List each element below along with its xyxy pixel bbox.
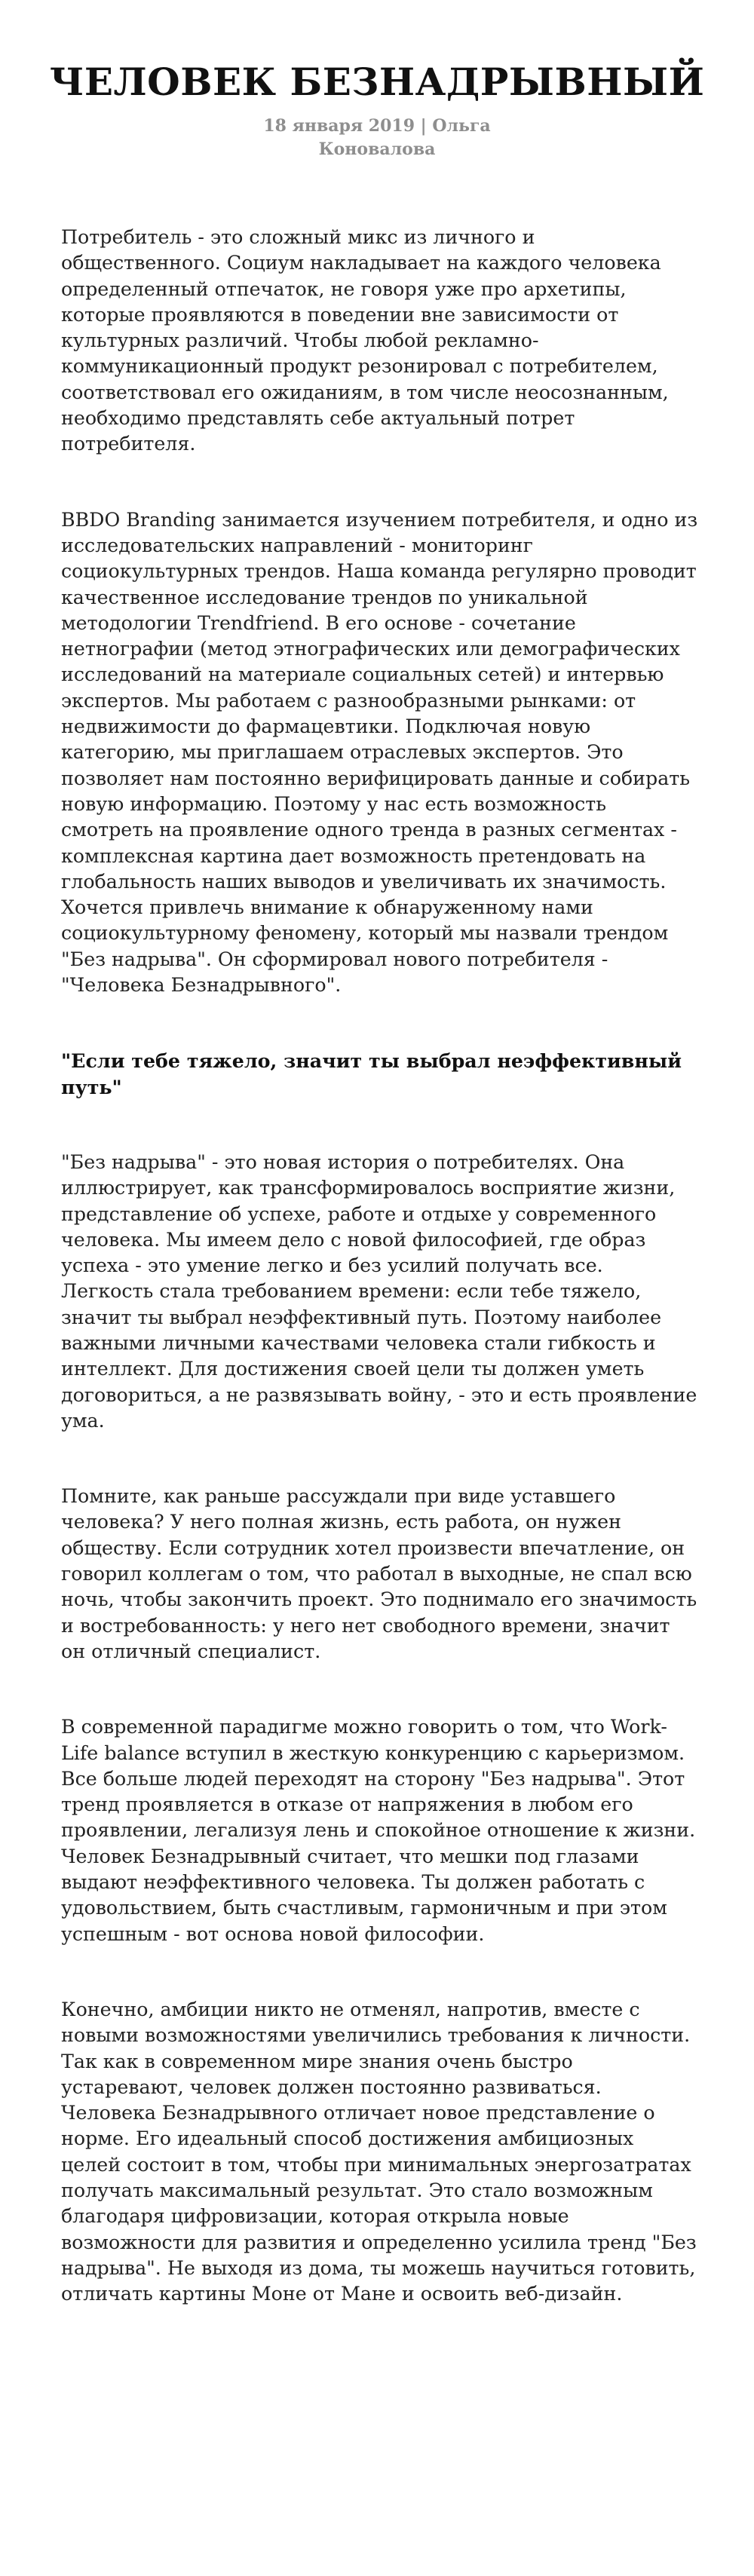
paragraph-work-life: В современной парадигме можно говорить о том, что Work-Life balance вступил в жесткую конкуренцию с карьеризмом. Все больше людей переходят на сторону "Без надрыва". Этот тренд проявляется в отказе от напряжения в любом его проявлении, легализуя лень и спокойное отношение к жизни. Человек Безнадрывный считает, что мешки под глазами выдают неэффективного человека. Ты должен работать с удовольствием, быть счастливым, гармоничным и при этом успешным - вот основа новой философии. <box>61 1716 696 1945</box>
pull-quote: "Если тебе тяжело, значит ты выбрал неэффективный путь" <box>61 1049 682 1098</box>
paragraph-remember: Помните, как раньше рассуждали при виде уставшего человека? У него полная жизнь, есть работа, он нужен обществу. Если сотрудник хотел произвести впечатление, он говорил коллегам о том, что работал в выходные, не спал всю ночь, чтобы закончить проект. Это поднимало его значимость и востребованность: у него нет свободного времени, значит он отличный специалист. <box>61 1485 697 1662</box>
article-meta: 18 января 2019 | Ольга Коновалова <box>263 116 491 159</box>
paragraph-new-story: "Без надрыва" - это новая история о потребителях. Она иллюстрирует, как трансформировалось восприятие жизни, представление об успехе, работе и отдыхе у современного человека. Мы имеем дело с новой философией, где образ успеха - это умение легко и без усилий получать все. Легкость стала требованием времени: если тебе тяжело, значит ты выбрал неэффективный путь. Поэтому наиболее важными личными качествами человека стали гибкость и интеллект. Для достижения своей цели ты должен уметь договориться, а не развязывать войну, - это и есть проявление ума. <box>61 1150 697 1432</box>
paragraph-bbdo-research: BBDO Branding занимается изучением потребителя, и одно из исследовательских направлений - мониторинг социокультурных трендов. Наша команда регулярно проводит качественное исследование трендов по уникальной методологии Trendfriend. В его основе - сочетание нетнографии (метод этнографических или демографических исследований на материале социальных сетей) и интервью экспертов. Мы работаем с разнообразными рынками: от недвижимости до фармацевтики. Подключая новую категорию, мы приглашаем отраслевых экспертов. Это позволяет нам постоянно верифицировать данные и собирать новую информацию. Поэтому у нас есть возможность смотреть на проявление одного тренда в разных сегментах - комплексная картина дает возможность претендовать на глобальность наших выводов и увеличивать их значимость. Хочется привлечь внимание к обнаруженному нами социокультурному феномену, который мы назвали трендом "Без надрыва". Он сформировал нового потребителя - "Человека Безнадрывного". <box>61 508 698 997</box>
paragraph-ambitions: Конечно, амбиции никто не отменял, напротив, вместе с новыми возможностями увеличились требования к личности. Так как в современном мире знания очень быстро устаревают, человек должен постоянно развиваться. Человека Безнадрывного отличает новое представление о норме. Его идеальный способ достижения амбициозных целей состоит в том, чтобы при минимальных энергозатратах получать максимальный результат. Это стало возможным благодаря цифровизации, которая открыла новые возможности для развития и определенно усилила тренд "Без надрыва". Не выходя из дома, ты можешь научиться готовить, отличать картины Моне от Мане и освоить веб-дизайн. <box>61 1998 697 2305</box>
paragraph-intro: Потребитель - это сложный микс из личного и общественного. Социум накладывает на каждого человека определенный отпечаток, не говоря уже про архетипы, которые проявляются в поведении вне зависимости от культурных различий. Чтобы любой рекламно-коммуникационный продукт резонировал с потребителем, соответствовал его ожиданиям, в том числе неосознанным, необходимо представлять себе актуальный потрет потребителя. <box>61 226 669 455</box>
article-body <box>61 225 698 2357</box>
article-title: ЧЕЛОВЕК БЕЗНАДРЫВНЫЙ <box>49 60 705 104</box>
